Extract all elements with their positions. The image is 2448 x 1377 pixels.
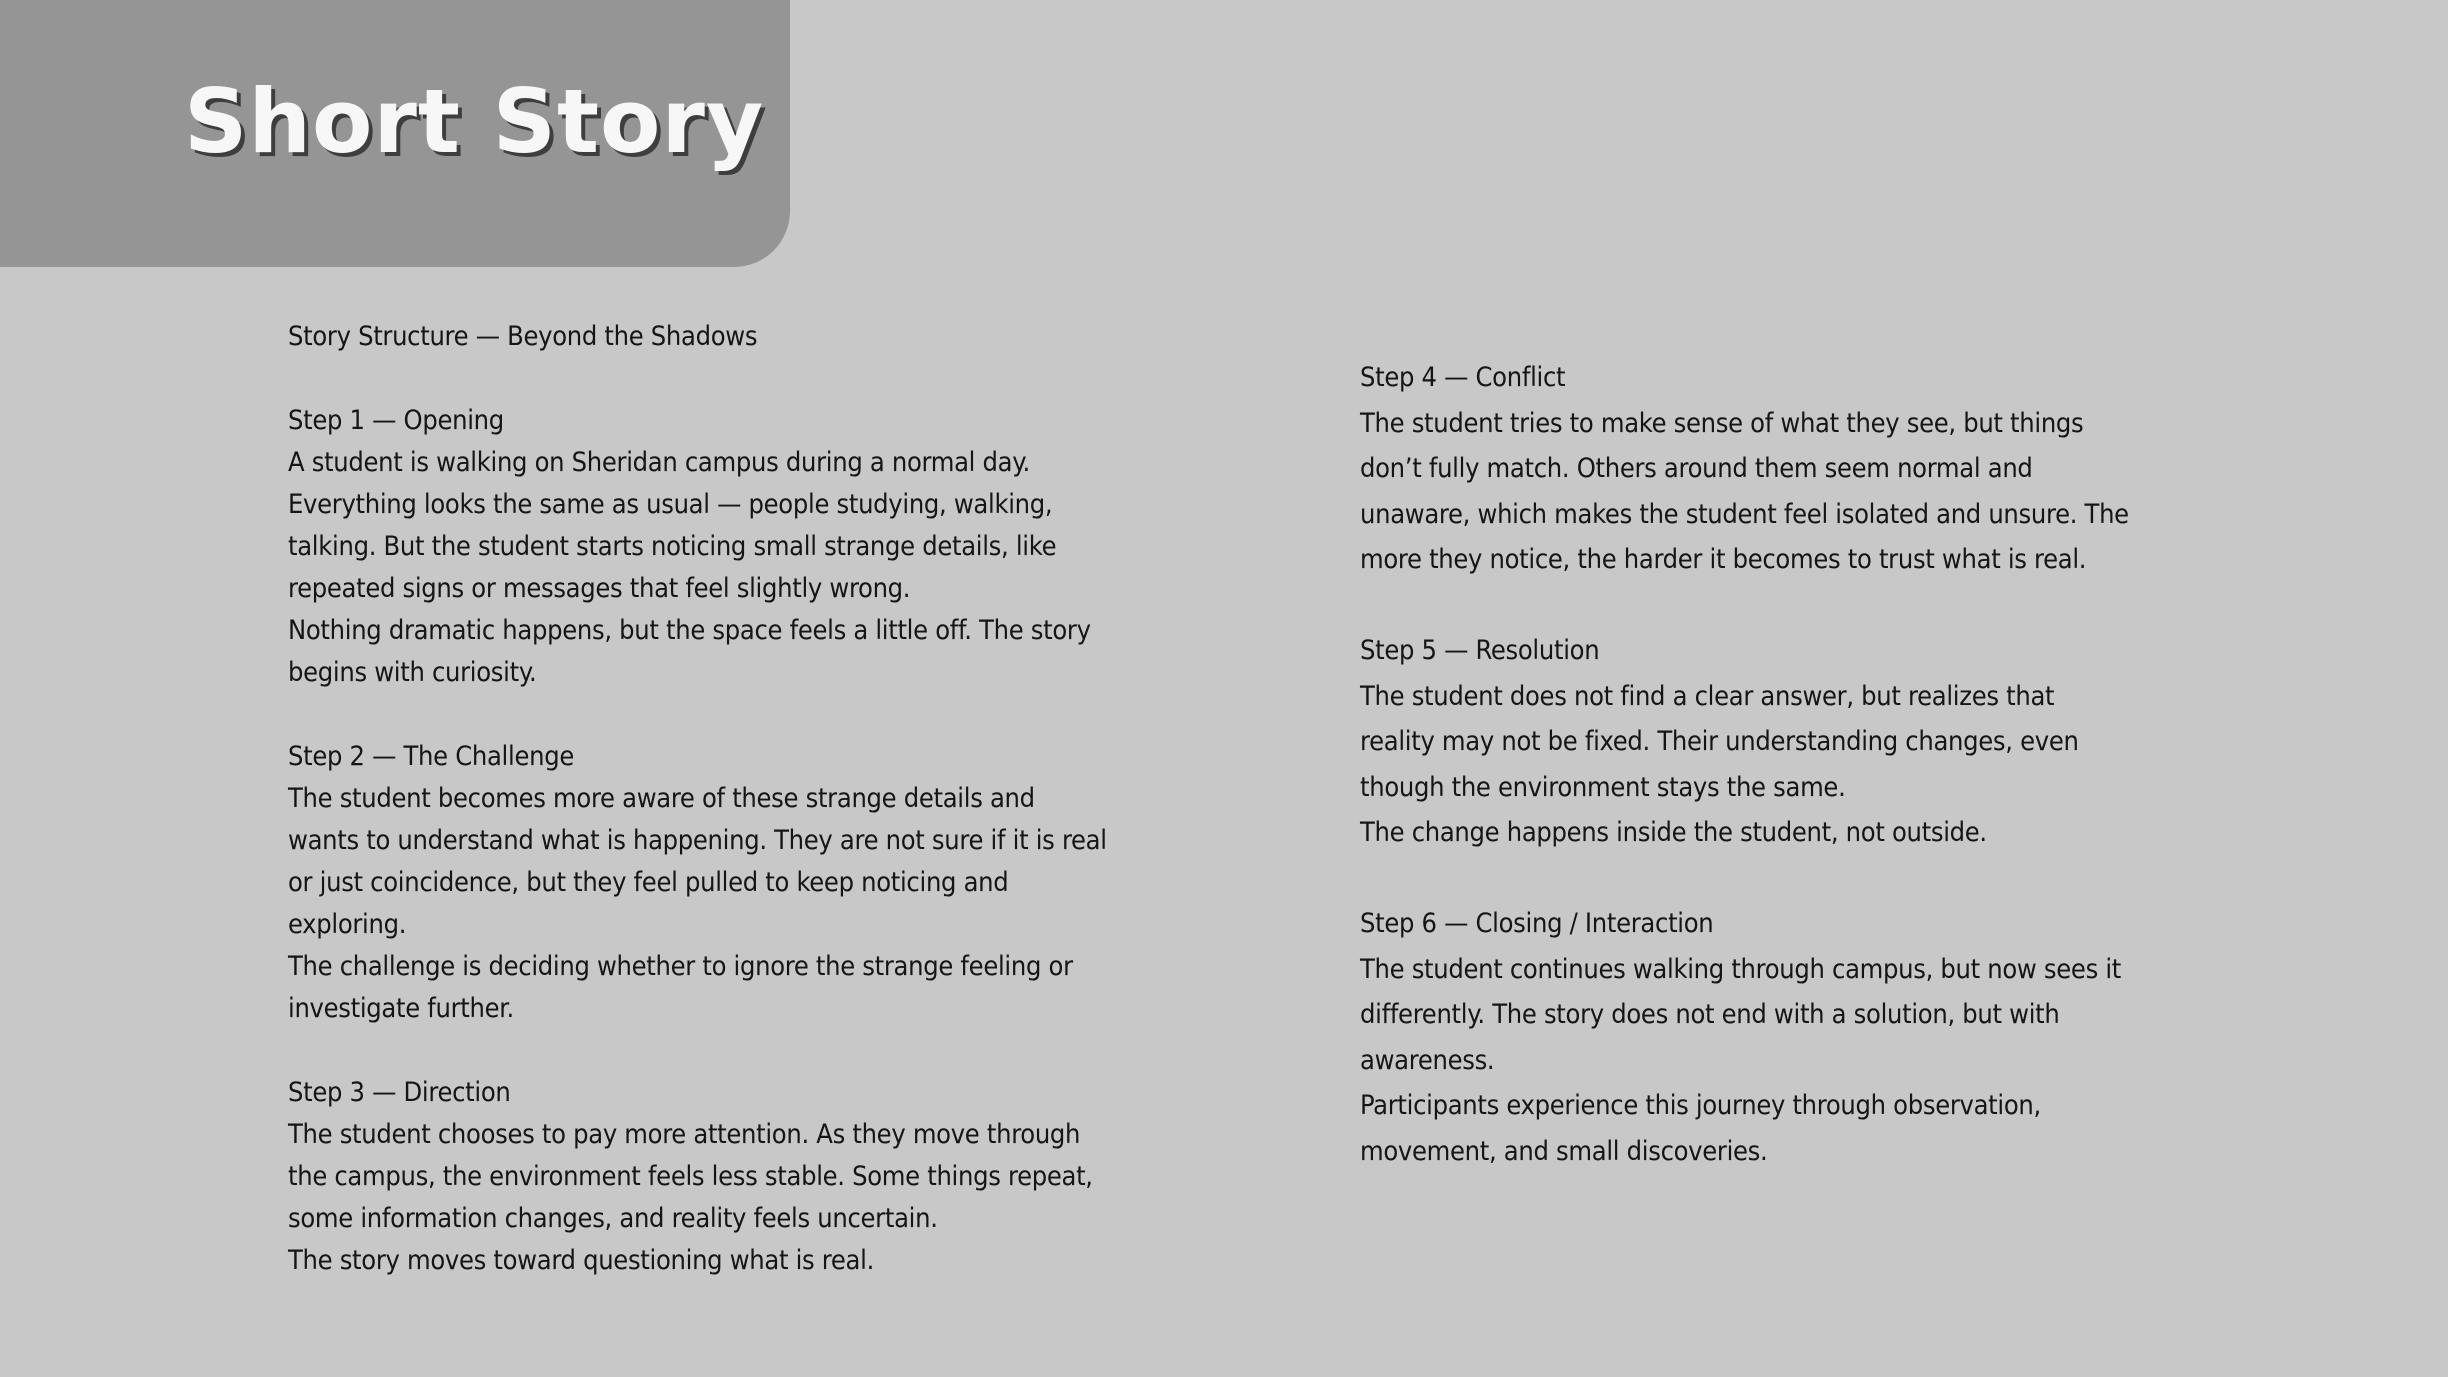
- step-3-paragraph-1: The student chooses to pay more attention. As they move through the campus, the environment feels less stable. Some things repeat, some information changes, and reality feels uncertain.: [288, 1119, 1093, 1234]
- step-3-section: [288, 1072, 1108, 1282]
- step-1-paragraph-1: A student is walking on Sheridan campus during a normal day. Everything looks the same as usual — people studying, walking, talking. But the student starts noticing small strange details, like repeated signs or messages that feel slightly wrong.: [288, 447, 1057, 604]
- step-2-paragraph-1: The student becomes more aware of these strange details and wants to understand what is happening. They are not sure if it is real or just coincidence, but they feel pulled to keep noticing and exploring.: [288, 783, 1107, 940]
- step-1-title: Step 1 — Opening: [288, 405, 504, 436]
- step-6-paragraph-1: The student continues walking through campus, but now sees it differently. The story does not end with a solution, but with awareness.: [1360, 953, 2122, 1076]
- step-1-paragraph-2: Nothing dramatic happens, but the space feels a little off. The story begins with curiosity.: [288, 615, 1091, 688]
- step-4-title: Step 4 — Conflict: [1360, 362, 1566, 393]
- step-4-section: [1360, 355, 2130, 583]
- step-6-paragraph-2: Participants experience this journey through observation, movement, and small discoveries.: [1360, 1090, 2041, 1167]
- title-panel: [0, 0, 790, 267]
- step-6-section: [1360, 901, 2130, 1174]
- page-title: Short Story: [184, 70, 765, 173]
- step-2-section: [288, 736, 1108, 1030]
- step-5-section: [1360, 628, 2130, 856]
- step-5-paragraph-2: The change happens inside the student, not outside.: [1360, 817, 1987, 848]
- step-5-title: Step 5 — Resolution: [1360, 635, 1600, 666]
- step-3-paragraph-2: The story moves toward questioning what is real.: [288, 1245, 874, 1276]
- step-2-paragraph-2: The challenge is deciding whether to ignore the strange feeling or investigate further.: [288, 951, 1073, 1024]
- step-5-paragraph-1: The student does not find a clear answer, but realizes that reality may not be fixed. Their understanding changes, even though the environment stays the same.: [1360, 680, 2079, 803]
- step-6-title: Step 6 — Closing / Interaction: [1360, 908, 1714, 939]
- right-column: [1360, 355, 2130, 1220]
- step-1-section: [288, 400, 1108, 694]
- step-4-paragraph-1: The student tries to make sense of what they see, but things don’t fully match. Others around them seem normal and unaware, which makes the student feel isolated and unsure. The more they notice, the harder it becomes to trust what is real.: [1360, 407, 2129, 575]
- step-2-title: Step 2 — The Challenge: [288, 741, 574, 772]
- left-column: [288, 316, 1108, 1324]
- step-3-title: Step 3 — Direction: [288, 1077, 511, 1108]
- story-structure-heading: Story Structure — Beyond the Shadows: [288, 321, 758, 352]
